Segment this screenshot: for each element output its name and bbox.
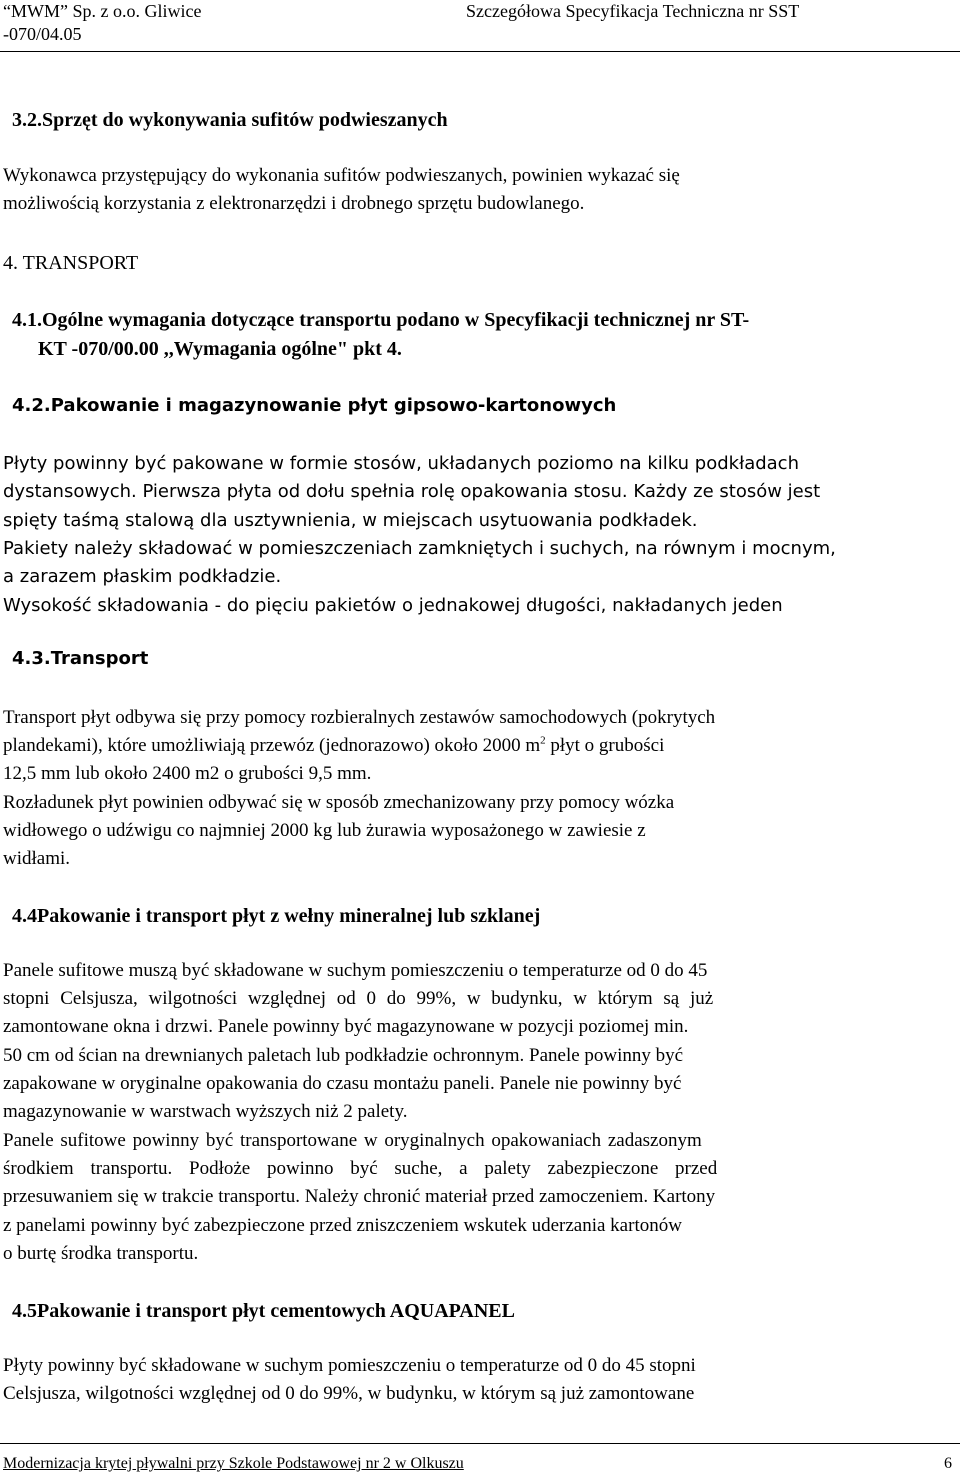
paragraph-4-3-line-1: Transport płyt odbywa się przy pomocy rozbieralnych zestawów samochodowych (pokrytych [3, 707, 716, 728]
footer-rule [0, 1443, 960, 1444]
heading-4-5: 4.5Pakowanie i transport płyt cementowych AQUAPANEL [12, 1300, 515, 1322]
header-spec-title: Szczegółowa Specyfikacja Techniczna nr SST [466, 1, 800, 21]
header-company: “MWM” Sp. z o.o. Gliwice [3, 1, 202, 21]
heading-3-2: 3.2.Sprzęt do wykonywania sufitów podwieszanych [12, 109, 448, 131]
header-spec-number: -070/04.05 [3, 24, 82, 44]
paragraph-4-4-line-3: zamontowane okna i drzwi. Panele powinny być magazynowane w pozycji poziomej min. [3, 1016, 689, 1037]
paragraph-4-4-line-1: Panele sufitowe muszą być składowane w suchym pomieszczeniu o temperaturze od 0 do 45 [3, 960, 708, 981]
paragraph-4-4-line-10: z panelami powinny być zabezpieczone przed zniszczeniem wskutek uderzania kartonów [3, 1215, 682, 1236]
paragraph-4-3-line-4: Rozładunek płyt powinien odbywać się w sposób zmechanizowany przy pomocy wózka [3, 792, 675, 813]
paragraph-4-3-line-3: 12,5 mm lub około 2400 m2 o grubości 9,5 mm. [3, 763, 372, 784]
heading-4-transport: 4. TRANSPORT [3, 252, 139, 274]
paragraph-4-3-line-5: widłowego o udźwigu co najmniej 2000 kg lub żurawia wyposażonego w zawiesie z [3, 820, 646, 841]
paragraph-4-4-line-7: Panele sufitowe powinny być transportowane w oryginalnych opakowaniach zadaszonym [3, 1130, 702, 1151]
footer-page-number: 6 [944, 1455, 952, 1472]
footer-project-title: Modernizacja krytej pływalni przy Szkole Podstawowej nr 2 w Olkuszu [3, 1455, 464, 1472]
paragraph-4-3-line-2: plandekami), które umożliwiają przewóz (jednorazowo) około 2000 $m^2$ płyt o grubości [3, 734, 665, 756]
paragraph-3-2-line-2: możliwością korzystania z elektronarzędzi i drobnego sprzętu budowlanego. [3, 193, 585, 214]
paragraph-4-4-line-6: magazynowanie w warstwach wyższych niż 2 palety. [3, 1101, 408, 1122]
header-rule [0, 51, 960, 52]
paragraph-4-2-line-4: Pakiety należy składować w pomieszczeniach zamkniętych i suchych, na równym i mocnym, [3, 538, 836, 559]
paragraph-4-2-line-3: spięty taśmą stalową dla usztywnienia, w miejscach usytuowania podkładek. [3, 510, 698, 531]
superscript-2: 2 [540, 734, 546, 747]
paragraph-4-4-line-8: środkiem transportu. Podłoże powinno być suche, a palety zabezpieczone przed [3, 1158, 718, 1179]
heading-4-1-line-2: KT -070/00.00 ,,Wymagania ogólne" pkt 4. [38, 338, 402, 360]
paragraph-4-2-line-2: dystansowych. Pierwsza płyta od dołu spełnia rolę opakowania stosu. Każdy ze stosów jest [3, 481, 821, 502]
heading-4-4: 4.4Pakowanie i transport płyt z wełny mineralnej lub szklanej [12, 905, 541, 927]
paragraph-3-2-line-1: Wykonawca przystępujący do wykonania sufitów podwieszanych, powinien wykazać się [3, 165, 680, 186]
paragraph-4-2-line-5: a zarazem płaskim podkładzie. [3, 566, 282, 587]
paragraph-4-2-line-6: Wysokość składowania - do pięciu pakietów o jednakowej długości, nakładanych jeden [3, 595, 783, 616]
heading-4-3: 4.3.Transport [12, 648, 149, 669]
paragraph-4-5-line-1: Płyty powinny być składowane w suchym pomieszczeniu o temperaturze od 0 do 45 stopni [3, 1355, 696, 1376]
paragraph-4-4-line-9: przesuwaniem się w trakcie transportu. Należy chronić materiał przed zamoczeniem. Kartony [3, 1186, 716, 1207]
paragraph-4-5-line-2: Celsjusza, wilgotności względnej od 0 do 99%, w budynku, w którym są już zamontowane [3, 1383, 695, 1404]
paragraph-4-4-line-2: stopni Celsjusza, wilgotności względnej od 0 do 99%, w budynku, w którym są już [3, 988, 714, 1009]
paragraph-4-4-line-5: zapakowane w oryginalne opakowania do czasu montażu paneli. Panele nie powinny być [3, 1073, 682, 1094]
heading-4-1-line-1: 4.1.Ogólne wymagania dotyczące transportu podano w Specyfikacji technicznej nr ST- [12, 309, 750, 331]
paragraph-4-4-line-11: o burtę środka transportu. [3, 1243, 199, 1264]
paragraph-4-2-line-1: Płyty powinny być pakowane w formie stosów, układanych poziomo na kilku podkładach [3, 453, 799, 474]
paragraph-4-4-line-4: 50 cm od ścian na drewnianych paletach lub podkładzie ochronnym. Panele powinny być [3, 1045, 684, 1066]
heading-4-2: 4.2.Pakowanie i magazynowanie płyt gipsowo-kartonowych [12, 395, 617, 416]
paragraph-4-3-line-6: widłami. [3, 848, 71, 869]
